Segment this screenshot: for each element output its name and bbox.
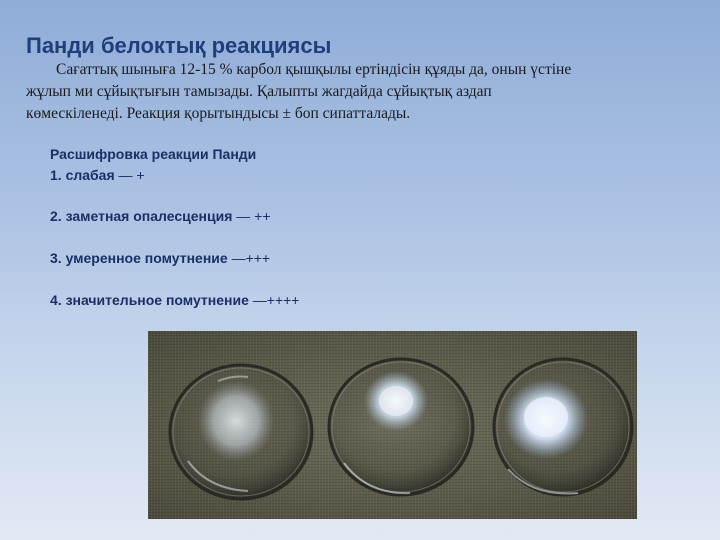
description-paragraph: [26, 59, 694, 125]
drops-illustration: [148, 331, 637, 519]
legend-item: 2. заметная опалесценция — ++: [50, 208, 271, 224]
drops-photo: [148, 331, 637, 519]
legend-item: 4. значительное помутнение —++++: [50, 292, 300, 308]
drop-strong: [494, 359, 632, 495]
paragraph-line-2: жұлып ми сұйықтығын тамызады. Қалыпты жагдайда сұйықтық аздап: [26, 83, 492, 100]
drop-moderate: [329, 359, 473, 495]
legend-item: 3. умеренное помутнение —+++: [50, 250, 271, 266]
legend-heading: Расшифровка реакции Панди: [50, 146, 257, 162]
paragraph-line-3: көмескіленеді. Реакция қорытындысы ± боп сипатталады.: [26, 105, 411, 122]
paragraph-line-1: Сағаттық шыныға 12-15 % карбол қышқылы ертіндісін құяды да, онын үстіне: [56, 61, 572, 78]
slide-title: Панди белоктық реакциясы: [26, 33, 332, 58]
legend-item: 1. слабая — +: [50, 167, 145, 183]
drop-weak: [170, 365, 312, 499]
